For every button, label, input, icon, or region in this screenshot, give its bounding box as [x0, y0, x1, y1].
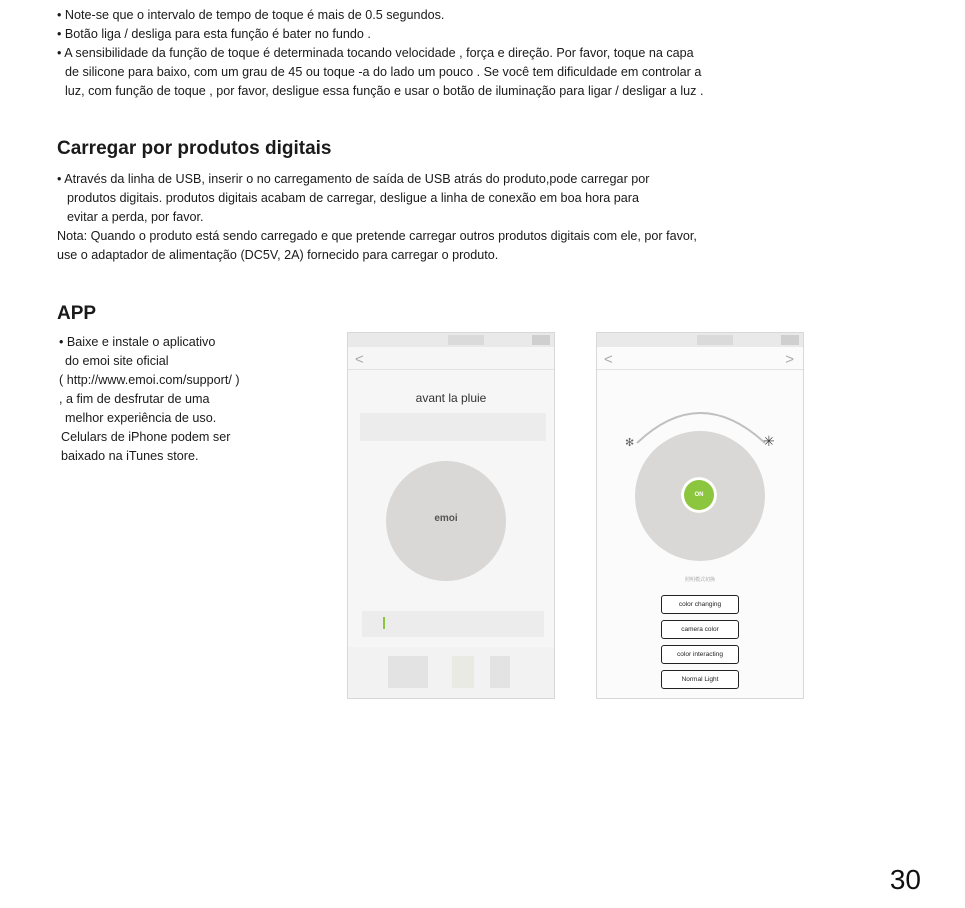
charging-line: evitar a perda, por favor.	[67, 210, 204, 224]
app-line: , a fim de desfrutar de uma	[59, 392, 210, 406]
slider-handle[interactable]	[383, 617, 385, 629]
note-line: • A sensibilidade da função de toque é determinada tocando velocidade , força e direção. Por favor, toque na capa	[57, 46, 694, 60]
app-line: Celulars de iPhone podem ser	[61, 430, 231, 444]
on-button[interactable]	[681, 477, 717, 513]
touch-notes	[57, 6, 927, 101]
status-bar-block	[532, 335, 550, 345]
bottom-bar	[348, 647, 554, 698]
status-bar-block	[697, 335, 733, 345]
back-icon[interactable]: <	[604, 351, 613, 368]
charging-line: produtos digitais. produtos digitais acabam de carregar, desligue a linha de conexão em boa hora para	[67, 191, 639, 205]
charging-text	[57, 170, 927, 265]
mode-caption: 照明模式切换	[684, 577, 715, 583]
app-line: ( http://www.emoi.com/support/ )	[59, 373, 240, 387]
scene-title: avant la pluie	[415, 391, 487, 405]
color-strip	[360, 413, 546, 441]
app-line: baixado na iTunes store.	[61, 449, 199, 463]
color-interacting-button[interactable]: color interacting	[661, 645, 739, 664]
phone-screenshot-home	[347, 332, 555, 699]
note-line: de silicone para baixo, com um grau de 45 ou toque -a do lado um pouco . Se você tem dificuldade em controlar a	[65, 65, 702, 79]
note-line: • Botão liga / desliga para esta função é bater no fundo .	[57, 27, 371, 41]
header-divider	[597, 369, 803, 370]
brightness-slider[interactable]	[362, 611, 544, 637]
tab-icon[interactable]	[452, 656, 474, 688]
charging-line: use o adaptador de alimentação (DC5V, 2A) fornecido para carregar o produto.	[57, 248, 499, 262]
page-number: 30	[889, 864, 921, 895]
header-divider	[348, 369, 554, 370]
back-icon[interactable]: <	[355, 351, 364, 368]
app-line: do emoi site oficial	[65, 354, 169, 368]
note-line: • Note-se que o intervalo de tempo de toque é mais de 0.5 segundos.	[57, 8, 445, 22]
charging-heading: Carregar por produtos digitais	[57, 138, 332, 159]
sun-dim-icon: ✻	[625, 437, 635, 449]
camera-color-button[interactable]: camera color	[661, 620, 739, 639]
charging-line: • Através da linha de USB, inserir o no carregamento de saída de USB atrás do produto,pode carregar por	[57, 172, 650, 186]
charging-line: Nota: Quando o produto está sendo carregado e que pretende carregar outros produtos digitais com ele, por favor,	[57, 229, 697, 243]
status-bar-block	[448, 335, 484, 345]
normal-light-button[interactable]: Normal Light	[661, 670, 739, 689]
status-bar-block	[781, 335, 799, 345]
forward-icon[interactable]: >	[785, 351, 794, 368]
app-line: melhor experiência de uso.	[65, 411, 217, 425]
app-line: • Baixe e instale o aplicativo	[59, 335, 216, 349]
tab-icon[interactable]	[388, 656, 428, 688]
phone-screenshot-light	[596, 332, 804, 699]
app-heading: APP	[57, 303, 97, 324]
circle-label: emoi	[434, 513, 458, 524]
app-text	[59, 333, 319, 466]
color-changing-button[interactable]: color changing	[661, 595, 739, 614]
note-line: luz, com função de toque , por favor, desligue essa função e usar o botão de iluminação para ligar / desligar a luz .	[65, 84, 704, 98]
sun-bright-icon: ✳	[763, 433, 775, 449]
on-label: ON	[694, 492, 704, 498]
tab-icon[interactable]	[490, 656, 510, 688]
